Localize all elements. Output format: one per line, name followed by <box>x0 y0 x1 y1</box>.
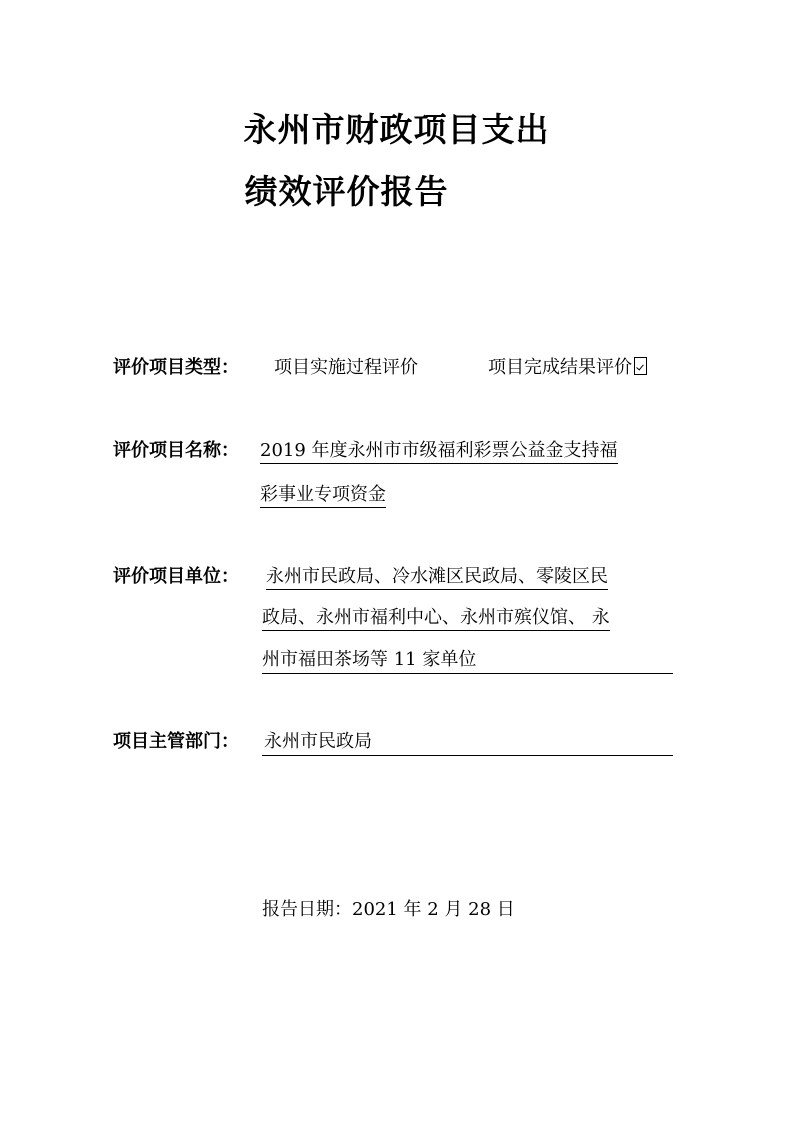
project-name-line1-text: 2019 年度永州市市级福利彩票公益金支持福 <box>260 440 618 464</box>
project-unit-line1-text: 永州市民政局、冷水滩区民政局、零陵区民 <box>266 566 608 590</box>
project-name-line2 <box>260 483 386 507</box>
project-unit-underline <box>262 673 673 674</box>
report-title-line1: 永州市财政项目支出 <box>243 110 550 149</box>
evaluation-type-label: 评价项目类型： <box>113 357 239 378</box>
project-unit-line2-text: 政局、永州市福利中心、永州市殡仪馆、 永 <box>262 607 610 631</box>
project-name-line2-text: 彩事业专项资金 <box>260 484 386 508</box>
project-unit-line2 <box>262 606 610 630</box>
evaluation-type-option-result <box>488 356 647 380</box>
evaluation-type-option-process: 项目实施过程评价 <box>274 357 418 378</box>
supervising-dept-underline <box>262 755 673 756</box>
project-unit-line3: 州市福田茶场等 11 家单位 <box>262 649 477 670</box>
evaluation-type-option-result-label: 项目完成结果评价 <box>488 357 632 378</box>
checkbox-checked-icon <box>634 357 647 375</box>
supervising-dept-label: 项目主管部门： <box>113 731 239 752</box>
supervising-dept-value: 永州市民政局 <box>264 731 372 752</box>
project-name-line1 <box>260 439 618 463</box>
project-unit-line1 <box>266 565 608 589</box>
report-date: 报告日期：2021 年 2 月 28 日 <box>262 899 515 920</box>
report-title-line2: 绩效评价报告 <box>244 172 449 211</box>
project-unit-label: 评价项目单位： <box>113 566 239 587</box>
project-name-label: 评价项目名称： <box>113 440 239 461</box>
